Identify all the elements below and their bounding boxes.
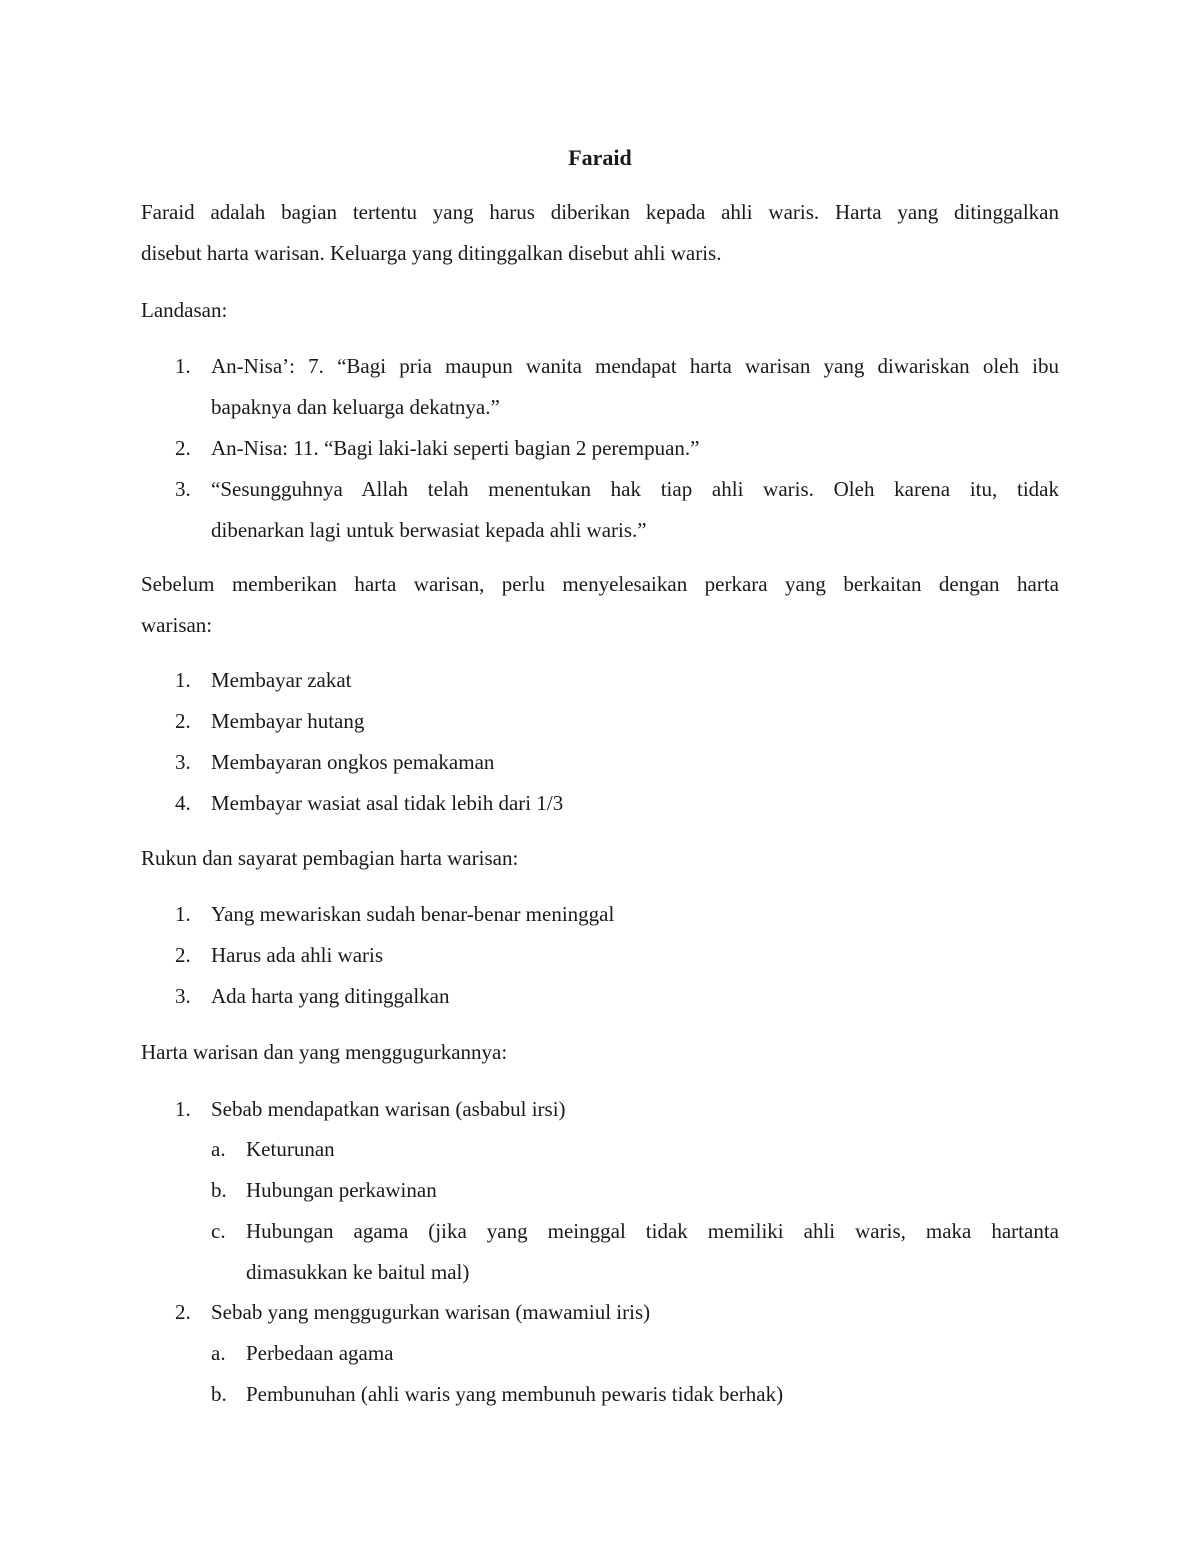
sublist-item-text: Pembunuhan (ahli waris yang membunuh pewaris tidak berhak)	[246, 1382, 784, 1406]
landasan-item-2	[0, 428, 1200, 469]
landasan-heading-text: Landasan:	[141, 298, 228, 322]
list-item-text: Membayar wasiat asal tidak lebih dari 1/3	[211, 791, 564, 815]
list-number: 3.	[175, 984, 191, 1008]
harta-subitem-1c-cont	[0, 1252, 1200, 1293]
document-title: Faraid	[568, 145, 632, 170]
rukun-heading-text: Rukun dan sayarat pembagian harta warisan:	[141, 846, 519, 870]
list-item-text: bapaknya dan keluarga dekatnya.”	[211, 395, 500, 419]
sublist-letter: b.	[211, 1382, 227, 1406]
list-number: 2.	[175, 1300, 191, 1324]
rukun-item-1	[0, 894, 1200, 935]
intro-paragraph	[141, 192, 1059, 274]
list-item-text: “Sesungguhnya Allah telah menentukan hak tiap ahli waris. Oleh karena itu, tidak	[211, 477, 1059, 501]
sebelum-item-3	[0, 742, 1200, 783]
landasan-heading	[141, 290, 1059, 331]
sublist-letter: b.	[211, 1178, 227, 1202]
intro-line-2: disebut harta warisan. Keluarga yang ditinggalkan disebut ahli waris.	[141, 241, 722, 265]
landasan-item-1-cont	[0, 387, 1200, 428]
sebelum-item-1	[0, 660, 1200, 701]
list-number: 3.	[175, 750, 191, 774]
list-item-text: Membayar hutang	[211, 709, 365, 733]
list-number: 1.	[175, 902, 191, 926]
list-item-text: dibenarkan lagi untuk berwasiat kepada ahli waris.”	[211, 518, 647, 542]
landasan-item-3	[0, 469, 1200, 510]
sublist-item-text: Perbedaan agama	[246, 1341, 394, 1365]
sublist-letter: a.	[211, 1137, 226, 1161]
list-number: 2.	[175, 436, 191, 460]
harta-subitem-2a	[0, 1333, 1200, 1374]
rukun-heading	[141, 838, 1059, 879]
sebelum-item-4	[0, 783, 1200, 824]
list-item-text: Membayar zakat	[211, 668, 352, 692]
list-number: 1.	[175, 1097, 191, 1121]
sublist-item-text: dimasukkan ke baitul mal)	[246, 1260, 470, 1284]
harta-subitem-2b	[0, 1374, 1200, 1415]
list-item-text: Harus ada ahli waris	[211, 943, 384, 967]
list-item-text: Membayaran ongkos pemakaman	[211, 750, 495, 774]
list-item-text: Sebab mendapatkan warisan (asbabul irsi)	[211, 1097, 566, 1121]
harta-item-1	[0, 1089, 1200, 1130]
harta-heading-text: Harta warisan dan yang menggugurkannya:	[141, 1040, 508, 1064]
list-number: 2.	[175, 943, 191, 967]
list-number: 1.	[175, 354, 191, 378]
sublist-letter: c.	[211, 1219, 226, 1243]
list-item-text: An-Nisa’: 7. “Bagi pria maupun wanita mendapat harta warisan yang diwariskan oleh ibu	[211, 354, 1059, 378]
list-item-text: Yang mewariskan sudah benar-benar meninggal	[211, 902, 615, 926]
sebelum-line-2: warisan:	[141, 613, 213, 637]
sublist-item-text: Keturunan	[246, 1137, 335, 1161]
landasan-item-1	[0, 346, 1200, 387]
list-item-text: An-Nisa: 11. “Bagi laki-laki seperti bagian 2 perempuan.”	[211, 436, 700, 460]
sebelum-line-1: Sebelum memberikan harta warisan, perlu menyelesaikan perkara yang berkaitan dengan harta	[141, 572, 1059, 596]
sublist-letter: a.	[211, 1341, 226, 1365]
harta-item-2	[0, 1292, 1200, 1333]
list-number: 1.	[175, 668, 191, 692]
list-number: 3.	[175, 477, 191, 501]
list-item-text: Sebab yang menggugurkan warisan (mawamiul iris)	[211, 1300, 651, 1324]
sublist-item-text: Hubungan agama (jika yang meinggal tidak memiliki ahli waris, maka hartanta	[246, 1219, 1059, 1243]
intro-line-1: Faraid adalah bagian tertentu yang harus diberikan kepada ahli waris. Harta yang ditinggalkan	[141, 200, 1059, 224]
list-item-text: Ada harta yang ditinggalkan	[211, 984, 450, 1008]
list-number: 4.	[175, 791, 191, 815]
rukun-item-2	[0, 935, 1200, 976]
harta-subitem-1c	[0, 1211, 1200, 1252]
rukun-item-3	[0, 976, 1200, 1017]
harta-heading	[141, 1032, 1059, 1073]
landasan-item-3-cont	[0, 510, 1200, 551]
sebelum-paragraph	[141, 564, 1059, 646]
harta-subitem-1a	[0, 1129, 1200, 1170]
sebelum-item-2	[0, 701, 1200, 742]
sublist-item-text: Hubungan perkawinan	[246, 1178, 437, 1202]
list-number: 2.	[175, 709, 191, 733]
harta-subitem-1b	[0, 1170, 1200, 1211]
